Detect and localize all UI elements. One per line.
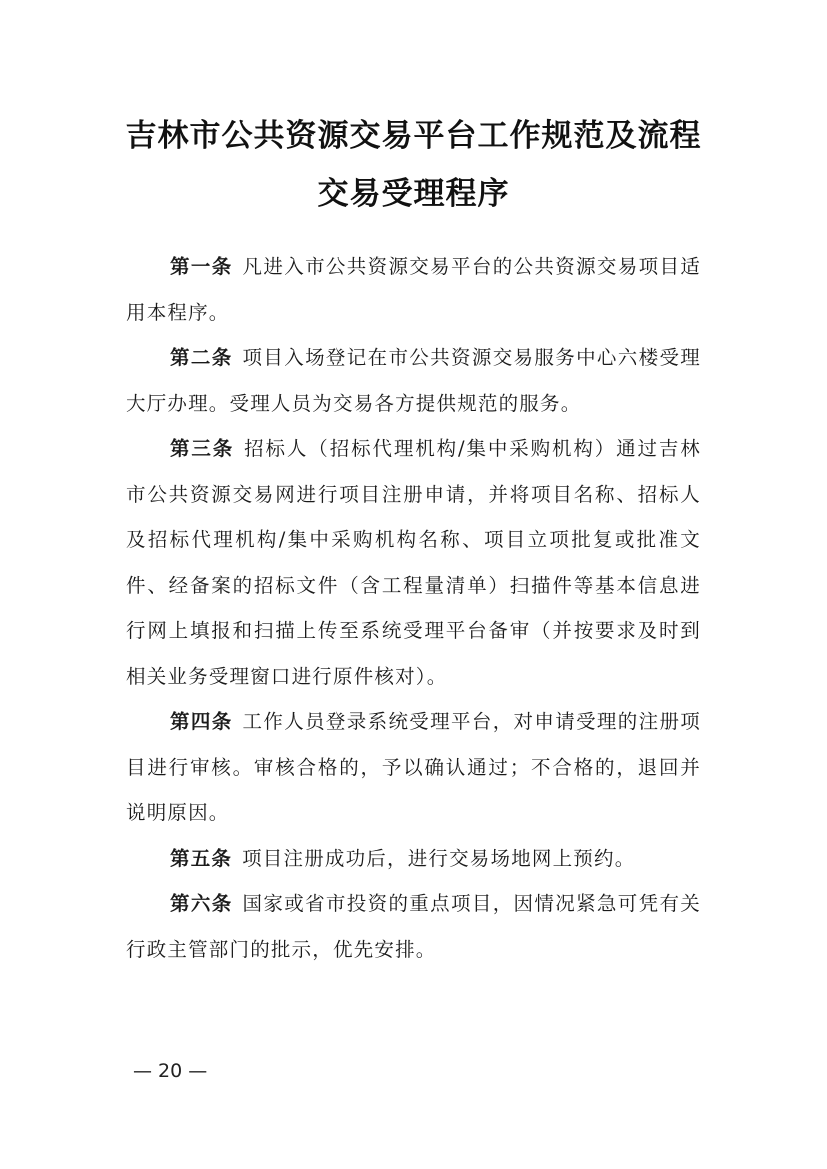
article-text: 招标人（招标代理机构/集中采购机构）通过吉林市公共资源交易网进行项目注册申请，并将项目名称、招标人及招标代理机构/集中采购机构名称、项目立项批复或批准文件、经备案的招标文件（含工程量清单）扫描件等基本信息进行网上填报和扫描上传至系统受理平台备审（并按要求及时到相关业务受理窗口进行原件核对）。 xyxy=(126,437,701,688)
article-label: 第一条 xyxy=(170,255,233,278)
article-text: 凡进入市公共资源交易平台的公共资源交易项目适用本程序。 xyxy=(126,255,701,324)
article-text: 项目入场登记在市公共资源交易服务中心六楼受理大厅办理。受理人员为交易各方提供规范的服务。 xyxy=(126,346,701,415)
page-number: — 20 — xyxy=(133,1060,208,1082)
article-label: 第三条 xyxy=(170,437,235,460)
article-4 xyxy=(126,699,701,836)
article-5 xyxy=(126,836,701,882)
article-2 xyxy=(126,335,701,426)
article-label: 第六条 xyxy=(170,892,233,915)
article-label: 第五条 xyxy=(170,846,233,870)
document-body xyxy=(126,244,701,972)
article-label: 第四条 xyxy=(170,710,233,733)
article-text: 工作人员登录系统受理平台，对申请受理的注册项目进行审核。审核合格的，予以确认通过；不合格的，退回并说明原因。 xyxy=(126,710,701,824)
document-title: 吉林市公共资源交易平台工作规范及流程 xyxy=(125,118,702,154)
document-subtitle: 交易受理程序 xyxy=(317,176,510,212)
article-1 xyxy=(126,244,701,335)
article-text: 项目注册成功后，进行交易场地网上预约。 xyxy=(242,846,636,870)
article-label: 第二条 xyxy=(170,346,233,369)
article-text: 国家或省市投资的重点项目，因情况紧急可凭有关行政主管部门的批示，优先安排。 xyxy=(126,892,701,961)
article-6 xyxy=(126,881,701,972)
article-3 xyxy=(126,426,701,699)
